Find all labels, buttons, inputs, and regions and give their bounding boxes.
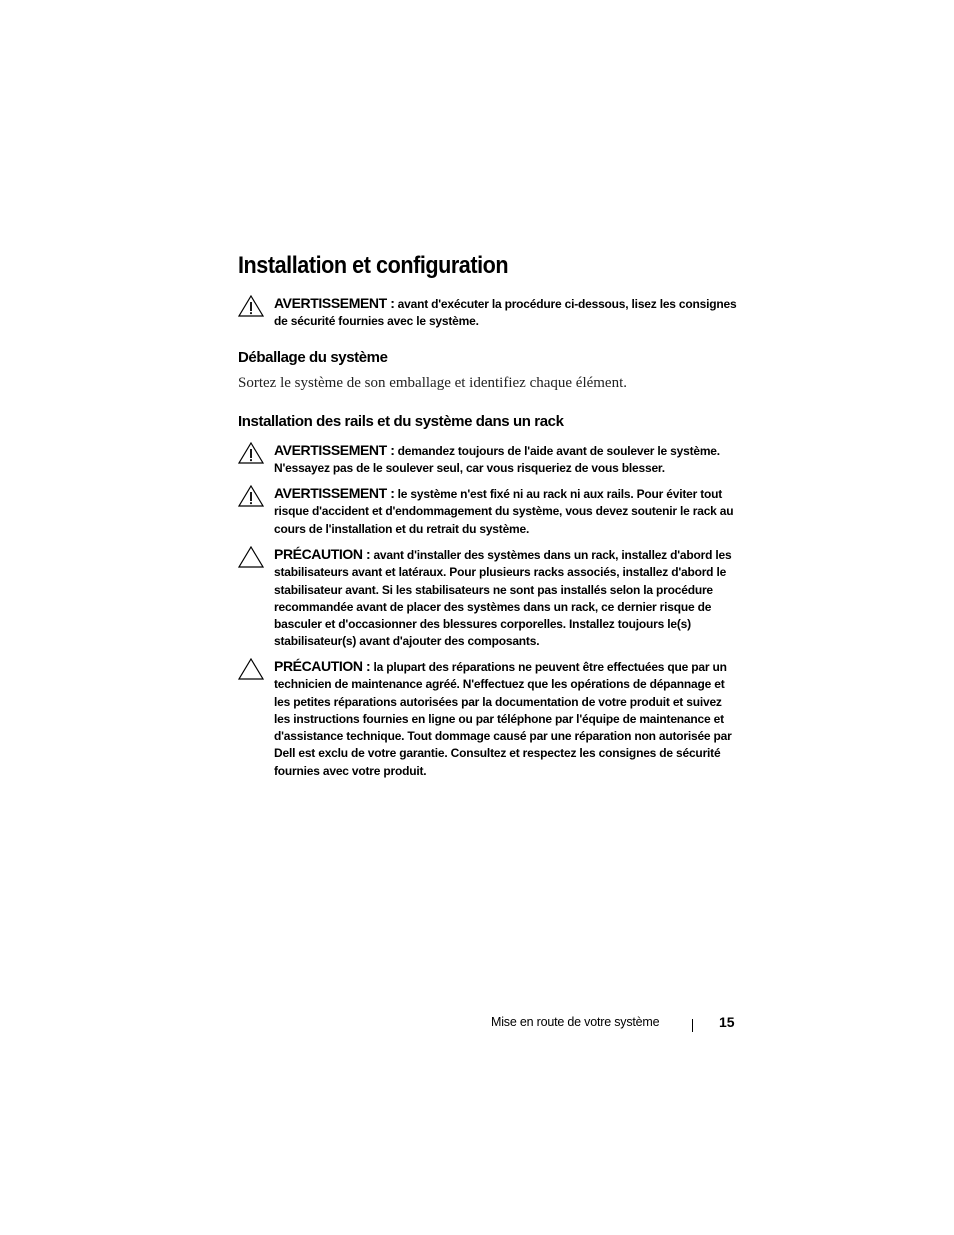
warning-text: [274, 295, 738, 331]
page-number: 15: [719, 1014, 735, 1030]
warning-notice: [238, 295, 738, 331]
caution-text: [274, 546, 738, 651]
warning-text: [274, 485, 738, 538]
section-heading-rack-install: Installation des rails et du système dans un rack: [238, 413, 564, 430]
warning-label: AVERTISSEMENT :: [274, 295, 395, 311]
caution-notice: [238, 546, 738, 651]
footer-separator: [692, 1019, 693, 1032]
caution-triangle-icon: [238, 546, 264, 568]
warning-text: [274, 442, 738, 478]
section-body-unpacking: Sortez le système de son emballage et identifiez chaque élément.: [238, 375, 628, 391]
caution-text: [274, 658, 738, 780]
warning-label: AVERTISSEMENT :: [274, 485, 395, 501]
section-heading-unpacking: Déballage du système: [238, 349, 388, 366]
page-title: Installation et configuration: [238, 252, 509, 279]
caution-notice: [238, 658, 738, 780]
caution-triangle-icon: [238, 658, 264, 680]
warning-message: avant d'exécuter la procédure ci-dessous, lisez les consignes de sécurité fournies avec le système.: [274, 297, 737, 329]
warning-exclamation-triangle-icon: [238, 442, 264, 464]
warning-label: AVERTISSEMENT :: [274, 442, 395, 458]
caution-label: PRÉCAUTION :: [274, 658, 371, 674]
warning-notice: [238, 442, 738, 478]
footer-title: Mise en route de votre système: [491, 1015, 660, 1029]
warning-message: le système n'est fixé ni au rack ni aux rails. Pour éviter tout risque d'accident et d'endommagement du système, vous devez soutenir le rack au cours de l'installation et du retrait du système.: [274, 487, 734, 536]
warning-exclamation-triangle-icon: [238, 295, 264, 317]
warning-notice: [238, 485, 738, 538]
warning-exclamation-triangle-icon: [238, 485, 264, 507]
warning-message: demandez toujours de l'aide avant de soulever le système. N'essayez pas de le soulever seul, car vous risqueriez de vous blesser.: [274, 444, 720, 476]
caution-message: la plupart des réparations ne peuvent être effectuées que par un technicien de maintenance agréé. N'effectuez que les opérations de dépannage et les petites réparations autorisées par la documentation de votre produit et suivez les instructions fournies en ligne ou par téléphone par l'équipe de maintenance et d'assistance technique. Tout dommage causé par une réparation non autorisée par Dell est exclu de votre garantie. Consultez et respectez les consignes de sécurité fournies avec votre produit.: [274, 660, 732, 778]
caution-message: avant d'installer des systèmes dans un rack, installez d'abord les stabilisateurs avant et latéraux. Pour plusieurs racks associés, installez d'abord le stabilisateur avant. Si les stabilisateurs ne sont pas installés selon la procédure recommandée avant de placer des systèmes dans un rack, ce dernier risque de basculer et d'occasionner des blessures corporelles. Installez toujours le(s) stabilisateur(s) avant d'ajouter des composants.: [274, 548, 732, 649]
caution-label: PRÉCAUTION :: [274, 546, 371, 562]
